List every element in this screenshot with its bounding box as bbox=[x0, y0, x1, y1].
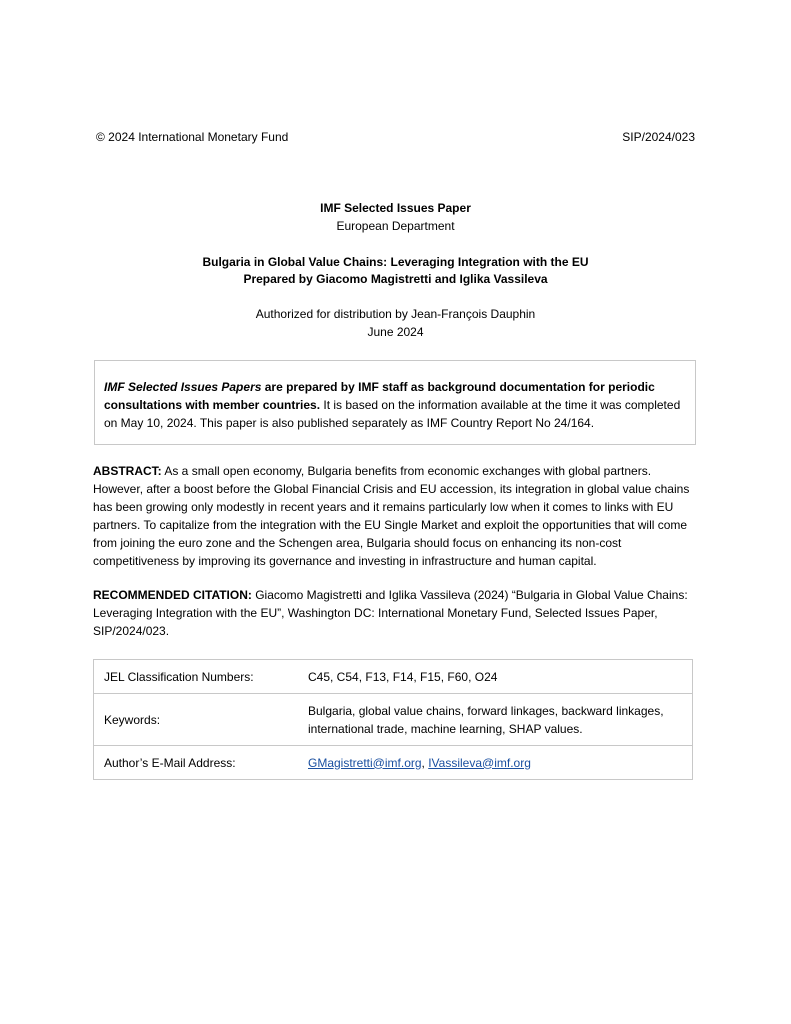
authorization: Authorized for distribution by Jean-François Dauphin bbox=[255, 307, 536, 321]
publication-date: June 2024 bbox=[367, 325, 424, 339]
disclaimer-bold-text: are prepared by IMF staff as background documentation for periodic consultations with member countries. bbox=[104, 380, 655, 412]
disclaimer-series-name: IMF Selected Issues Papers bbox=[104, 380, 262, 394]
email-link-vassileva[interactable]: IVassileva@imf.org bbox=[428, 755, 531, 770]
abstract bbox=[93, 462, 697, 570]
email-link-magistretti[interactable]: GMagistretti@imf.org bbox=[308, 755, 422, 770]
table-row bbox=[94, 694, 693, 746]
authors: Prepared by Giacomo Magistretti and Iglika Vassileva bbox=[243, 272, 548, 286]
paper-title: Bulgaria in Global Value Chains: Leveraging Integration with the EU bbox=[202, 255, 589, 269]
copyright-notice: © 2024 International Monetary Fund bbox=[96, 130, 289, 144]
keywords-value: Bulgaria, global value chains, forward linkages, backward linkages, international trade, machine learning, SHAP values. bbox=[298, 694, 693, 746]
keywords-label: Keywords: bbox=[94, 694, 299, 746]
email-label: Author’s E-Mail Address: bbox=[94, 746, 299, 780]
citation-text: Giacomo Magistretti and Iglika Vassileva (2024) “Bulgaria in Global Value Chains: Leveraging Integration with the EU”, Washington DC: International Monetary Fund, Selected Issues Paper, SIP/2024/023. bbox=[93, 588, 688, 638]
paper-id: SIP/2024/023 bbox=[622, 130, 695, 144]
recommended-citation bbox=[93, 586, 697, 640]
table-row bbox=[94, 660, 693, 694]
abstract-text: As a small open economy, Bulgaria benefits from economic exchanges with global partners. However, after a boost before the Global Financial Crisis and EU accession, its integration in global value chains has been growing only modestly in recent years and it remains particularly low when it comes to links with EU partners. To capitalize from the integration with the EU Single Market and exploit the opportunities that will come from joining the euro zone and the Schengen area, Bulgaria should focus on enhancing its non-cost competitiveness by improving its governance and investing in infrastructure and human capital. bbox=[93, 464, 690, 568]
citation-label: RECOMMENDED CITATION: bbox=[93, 588, 252, 602]
info-table bbox=[93, 659, 693, 780]
disclaimer-box bbox=[94, 360, 696, 445]
disclaimer-text: It is based on the information available at the time it was completed on May 10, 2024. This paper is also published separately as IMF Country Report No 24/164. bbox=[104, 398, 681, 430]
department: European Department bbox=[336, 219, 455, 233]
jel-label: JEL Classification Numbers: bbox=[94, 660, 299, 694]
email-separator: , bbox=[421, 755, 429, 770]
paper-type: IMF Selected Issues Paper bbox=[320, 201, 471, 215]
table-row bbox=[94, 746, 693, 780]
jel-value: C45, C54, F13, F14, F15, F60, O24 bbox=[298, 660, 693, 694]
abstract-label: ABSTRACT: bbox=[93, 464, 162, 478]
email-cell bbox=[298, 746, 693, 780]
